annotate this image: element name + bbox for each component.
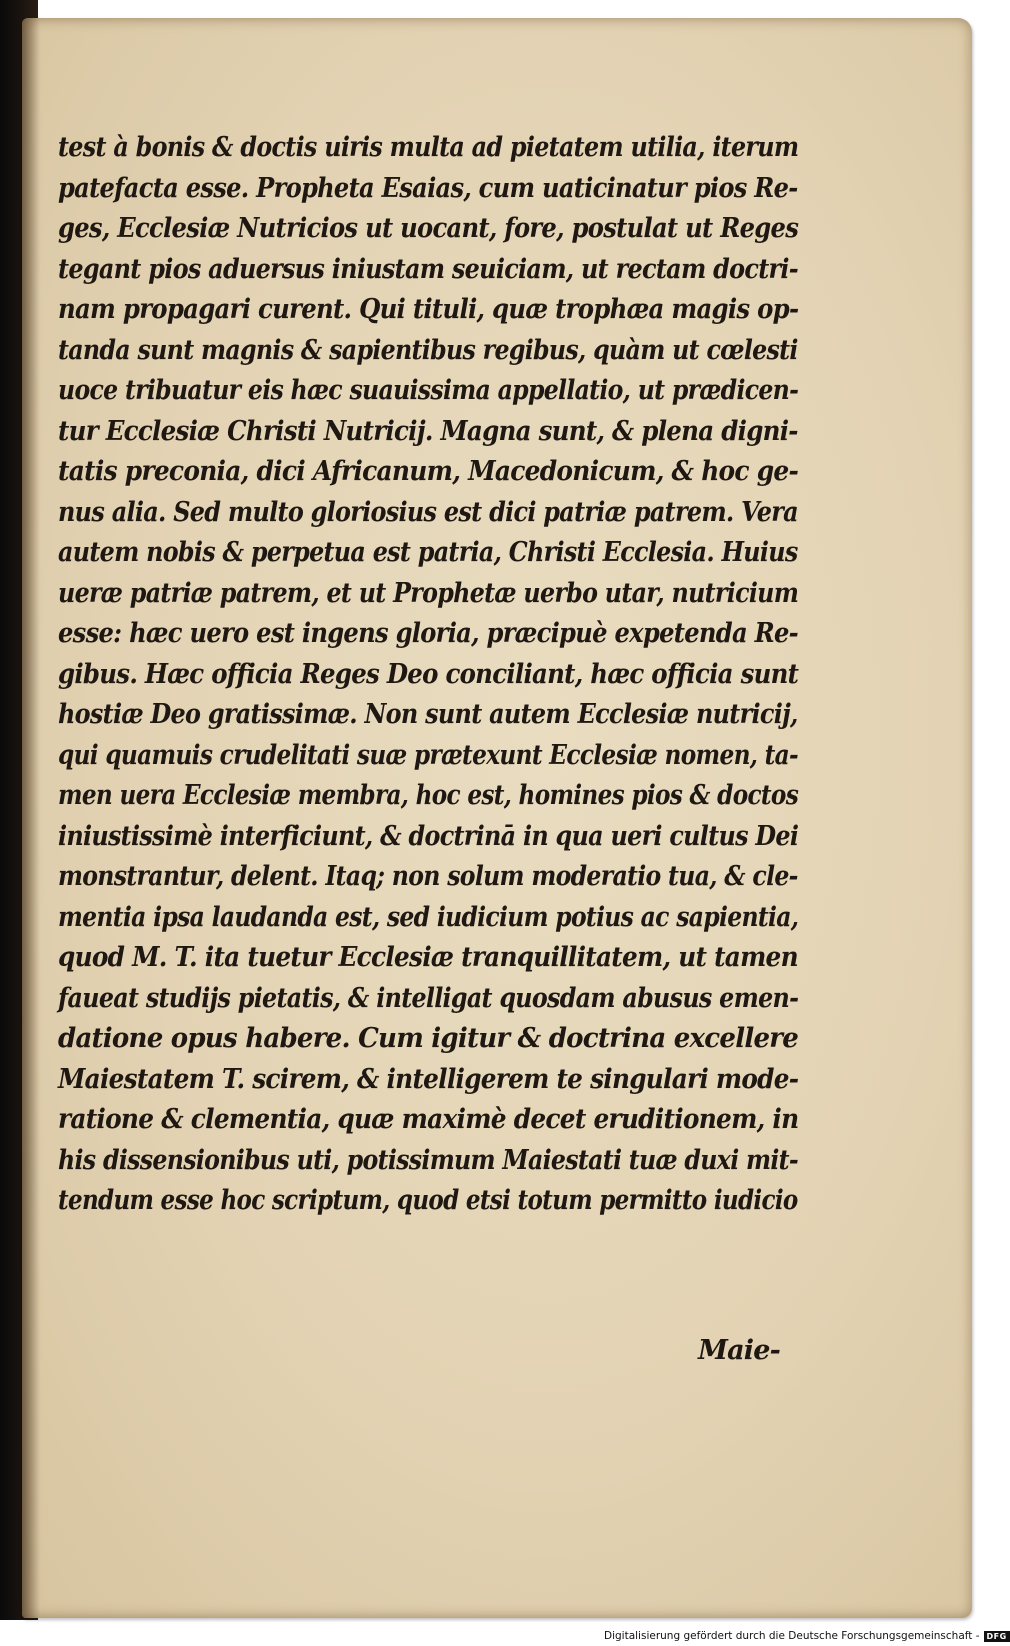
text-line: his dissensionibus uti, potissimum Maiestati tuæ duxi mit-: [58, 1144, 799, 1176]
dfg-logo-icon: DFG: [984, 1631, 1010, 1642]
text-line: uoce tribuatur eis hæc suauissima appellatio, ut prædicen-: [58, 375, 799, 406]
text-line: ges, Ecclesiæ Nutricios ut uocant, fore, postulat ut Reges: [58, 213, 799, 244]
text-line: ratione & clementia, quæ maximè decet eruditionem, in: [58, 1104, 799, 1135]
page-gutter-shadow: [22, 18, 40, 1618]
digitization-credit: [604, 1628, 1010, 1644]
text-line: tegant pios aduersus iniustam seuiciam, ut rectam doctri-: [58, 253, 799, 285]
text-line: tur Ecclesiæ Christi Nutricij. Magna sunt, & plena digni-: [58, 415, 798, 447]
text-line: tatis preconia, dici Africanum, Macedonicum, & hoc ge-: [58, 456, 799, 487]
text-line: esse: hæc uero est ingens gloria, præcipuè expetenda Re-: [58, 618, 798, 649]
text-line: datione opus habere. Cum igitur & doctrina excellere: [58, 1023, 799, 1054]
text-line: patefacta esse. Propheta Esaias, cum uaticinatur pios Re-: [58, 172, 798, 204]
text-line: iniustissimè interficiunt, & doctrinā in qua ueri cultus Dei: [58, 820, 799, 852]
text-line: monstrantur, delent. Itaq; non solum moderatio tua, & cle-: [58, 861, 798, 892]
text-line: Maiestatem T. scirem, & intelligerem te singulari mode-: [58, 1063, 799, 1095]
credit-text: Digitalisierung gefördert durch die Deutsche Forschungsgemeinschaft -: [604, 1630, 980, 1642]
text-line: nus alia. Sed multo gloriosius est dici patriæ patrem. Vera: [58, 496, 798, 528]
text-line: gibus. Hæc officia Reges Deo conciliant, hæc officia sunt: [58, 658, 799, 690]
text-line: hostiæ Deo gratissimæ. Non sunt autem Ecclesiæ nutricij,: [58, 699, 798, 730]
text-line: quod M. T. ita tuetur Ecclesiæ tranquillitatem, ut tamen: [58, 942, 798, 973]
text-line: nam propagari curent. Qui tituli, quæ trophæa magis op-: [58, 294, 799, 325]
text-line: test à bonis & doctis uiris multa ad pietatem utilia, iterum: [58, 132, 799, 163]
text-line: faueat studijs pietatis, & intelligat quosdam abusus emen-: [58, 982, 799, 1014]
page-text-block: [58, 128, 798, 1222]
text-line: men uera Ecclesiæ membra, hoc est, homines pios & doctos: [58, 780, 799, 811]
text-line: ueræ patriæ patrem, et ut Prophetæ uerbo utar, nutricium: [58, 577, 799, 609]
text-line: tanda sunt magnis & sapientibus regibus, quàm ut cœlesti: [58, 334, 798, 366]
text-line: autem nobis & perpetua est patria, Christi Ecclesia. Huius: [58, 537, 798, 568]
text-line: mentia ipsa laudanda est, sed iudicium potius ac sapientia,: [58, 901, 799, 933]
text-line: qui quamuis crudelitati suæ prætexunt Ecclesiæ nomen, ta-: [58, 739, 799, 771]
catchword: Maie-: [698, 1335, 781, 1366]
text-line: tendum esse hoc scriptum, quod etsi totum permitto iudicio: [58, 1185, 798, 1216]
